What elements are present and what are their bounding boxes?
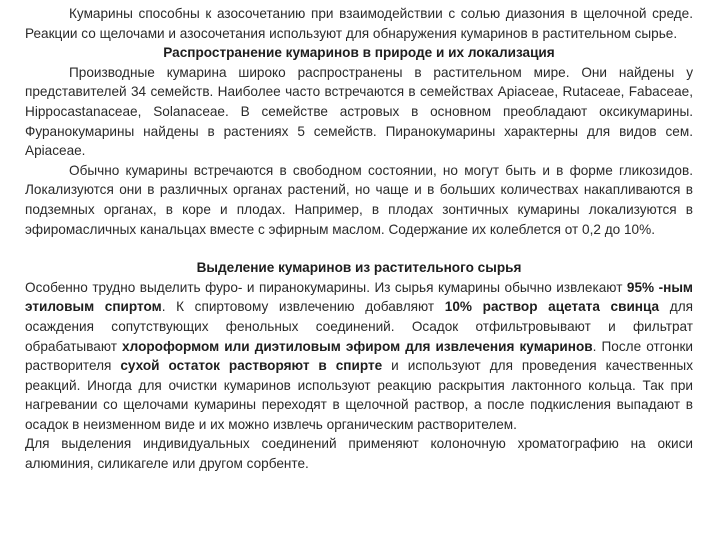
text-run: для осаждения сопутствующих фенольных соединений. Осадок отфильтровывают и фильтрат обрабатывают <box>25 299 693 354</box>
text-run: и используют для проведения качественных реакций. Иногда для очистки кумаринов используют реакцию раскрытия лактонного кольца. Так при нагревании со щелочами кумарины переходят в щелочной раствор, а после подкисления выпадают в осадок в неизменном виде и их можно извлечь органическим растворителем. <box>25 358 693 432</box>
bold-solvents: хлороформом или диэтиловым эфиром для извлечения кумаринов <box>122 338 593 354</box>
distribution-paragraph-1: Производные кумарина широко распространены в растительном мире. Они найдены у представителей 34 семейств. Наиболее часто встречаются в семействах Apiaceae, Rutaceae, Fabaceae, Hippocastanaceae, Solanaceae. В семействе астровых в основном преобладают оксикумарины. Фуранокумарины найдены в растениях 5 семейств. Пиранокумарины характерны для видов сем. Apiaceae. <box>25 64 693 159</box>
text-run: Особенно трудно выделить фуро- и пиранокумарины. Из сырья кумарины обычно извлекают <box>25 279 627 295</box>
extraction-paragraph-1 <box>25 278 693 435</box>
section-heading-distribution: Распространение кумаринов в природе и их локализация <box>163 45 555 61</box>
text-run: . После отгонки растворителя <box>25 338 693 374</box>
bold-dry-residue: сухой остаток растворяют в спирте <box>120 358 383 374</box>
bold-ethanol: 95% -ным этиловым спиртом <box>25 279 693 315</box>
intro-paragraph: Кумарины способны к азосочетанию при взаимодействии с солью диазония в щелочной среде. Реакции со щелочами и азосочетания используют для обнаружения кумаринов в растительном сырье. <box>25 6 693 41</box>
extraction-paragraph-2: Для выделения индивидуальных соединений применяют колоночную хроматографию на окиси алюминия, силикагеле или другом сорбенте. <box>25 436 693 472</box>
document-page <box>25 4 693 474</box>
bold-lead-acetate: 10% раствор ацетата свинца <box>444 299 660 315</box>
section-spacer <box>25 239 693 258</box>
text-run: . К спиртовому извлечению добавляют <box>161 299 445 315</box>
section-heading-extraction: Выделение кумаринов из растительного сырья <box>196 260 522 276</box>
distribution-paragraph-2: Обычно кумарины встречаются в свободном состоянии, но могут быть и в форме гликозидов. Локализуются они в различных органах растений, но чаще и в больших количествах накапливаются в подземных органах, в коре и плодах. Например, в плодах зонтичных кумарины локализуются в эфиромасличных канальцах вместе с эфирным маслом. Содержание их колеблется от 0,2 до 10%. <box>25 162 693 237</box>
